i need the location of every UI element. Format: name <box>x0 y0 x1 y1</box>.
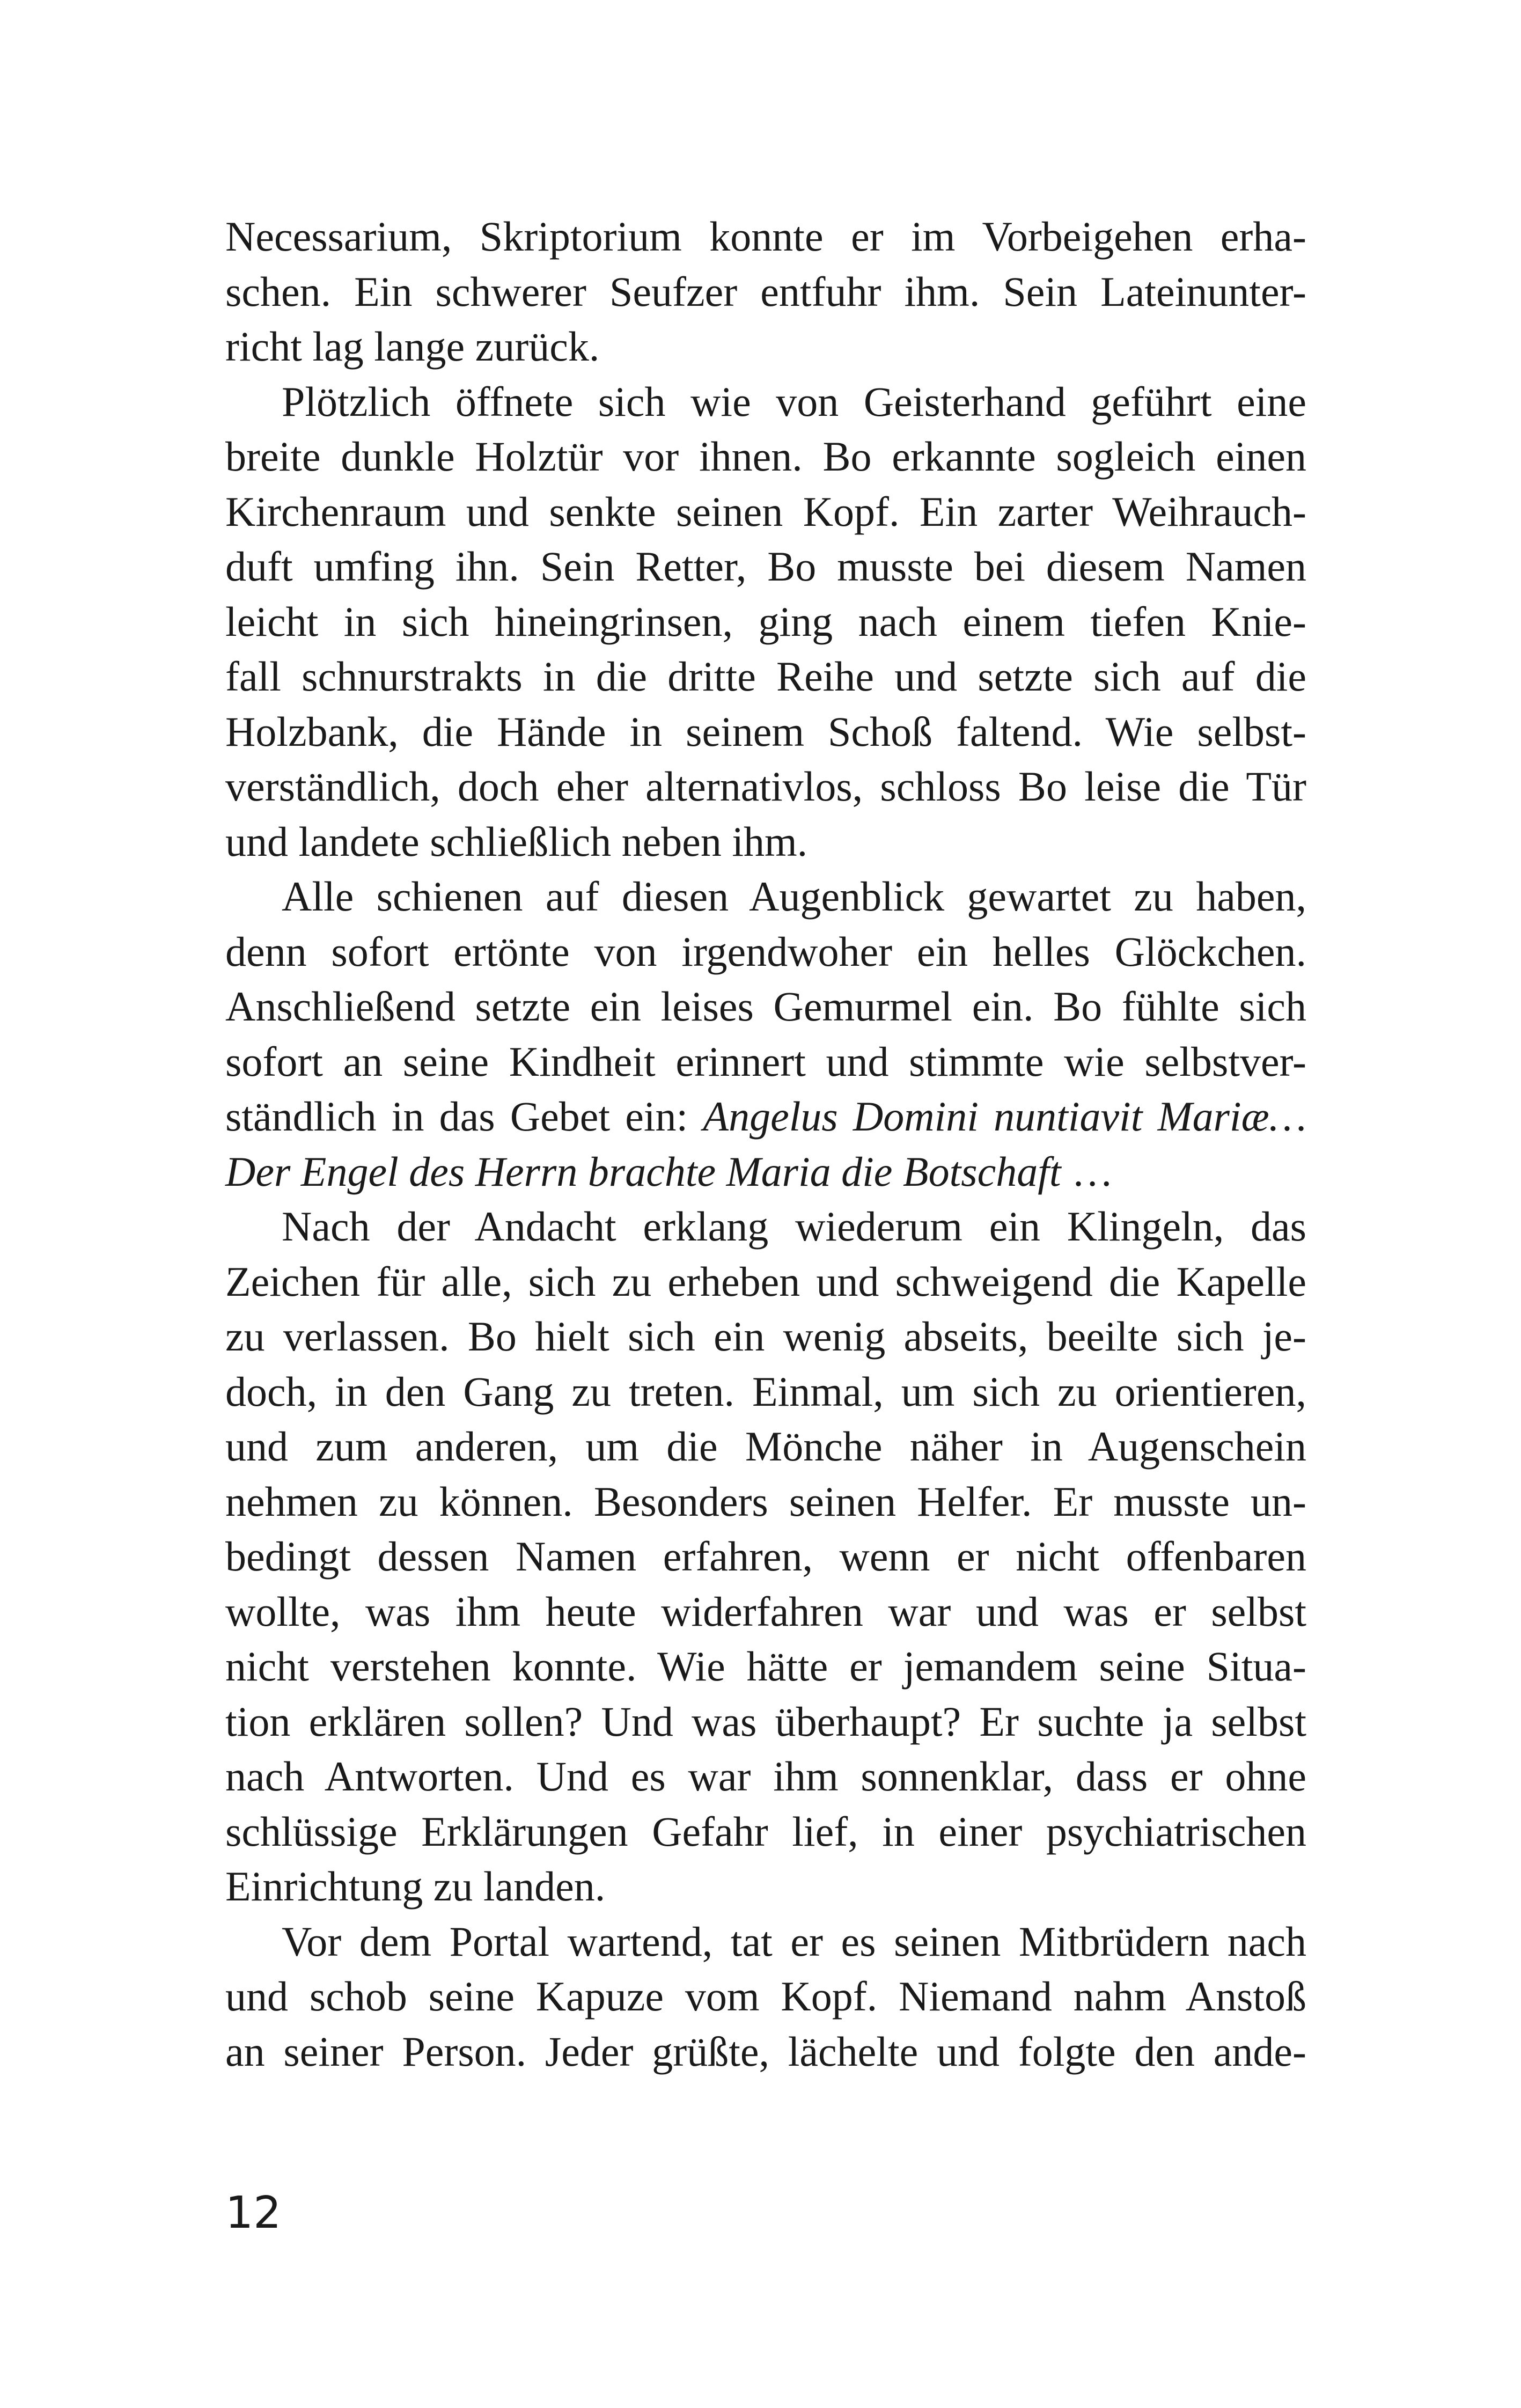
text-line: schen. Ein schwerer Seufzer entfuhr ihm. Sein Lateinunter- <box>225 268 1306 315</box>
paragraph-first-line: Nach der Andacht erklang wiederum ein Klingeln, das <box>282 1203 1306 1250</box>
text-line: und landete schließlich neben ihm. <box>225 818 808 865</box>
latin-quote: Angelus Domini nuntiavit Mariæ… <box>703 1093 1306 1140</box>
page-number: 12 <box>225 2187 282 2238</box>
text-line: und zum anderen, um die Mönche näher in Augenschein <box>225 1423 1306 1470</box>
german-quote: Der Engel des Herrn brachte Maria die Botschaft <box>225 1148 1061 1195</box>
text-line: Necessarium, Skriptorium konnte er im Vorbeigehen erha- <box>225 213 1306 260</box>
text-line: doch, in den Gang zu treten. Einmal, um sich zu orientieren, <box>225 1368 1306 1415</box>
text-line-with-quote <box>225 1144 1306 1200</box>
text-line-with-quote <box>225 1089 1306 1144</box>
text-line: nehmen zu können. Besonders seinen Helfer. Er musste un- <box>225 1478 1306 1525</box>
text-line: an seiner Person. Jeder grüßte, lächelte und folgte den ande- <box>225 2028 1306 2075</box>
text-line: denn sofort ertönte von irgendwoher ein helles Glöckchen. <box>225 928 1306 975</box>
text-line: bedingt dessen Namen erfahren, wenn er nicht offenbaren <box>225 1533 1306 1580</box>
body-text <box>225 209 1306 2079</box>
text-line: sofort an seine Kindheit erinnert und stimmte wie selbstver- <box>225 1038 1306 1085</box>
paragraph-first-line: Plötzlich öffnete sich wie von Geisterhand geführt eine <box>282 378 1306 425</box>
text-line: zu verlassen. Bo hielt sich ein wenig abseits, beeilte sich je- <box>225 1313 1306 1360</box>
text-line: wollte, was ihm heute widerfahren war und was er selbst <box>225 1588 1306 1635</box>
text-line: und schob seine Kapuze vom Kopf. Niemand nahm Anstoß <box>225 1973 1306 2020</box>
text-line: Einrichtung zu landen. <box>225 1863 606 1910</box>
text-line: nach Antworten. Und es war ihm sonnenklar, dass er ohne <box>225 1753 1306 1800</box>
text-line: richt lag lange zurück. <box>225 323 600 370</box>
text-line: nicht verstehen konnte. Wie hätte er jemandem seine Situa- <box>225 1643 1306 1690</box>
text-line: verständlich, doch eher alternativlos, schloss Bo leise die Tür <box>225 763 1306 810</box>
text-segment: ständlich in das Gebet ein: <box>225 1093 703 1140</box>
text-segment: … <box>1061 1148 1114 1195</box>
text-line: fall schnurstrakts in die dritte Reihe und setzte sich auf die <box>225 653 1306 700</box>
text-line: duft umfing ihn. Sein Retter, Bo musste bei diesem Namen <box>225 543 1306 590</box>
text-line: Kirchenraum und senkte seinen Kopf. Ein zarter Weihrauch- <box>225 488 1306 535</box>
text-line: leicht in sich hineingrinsen, ging nach einem tiefen Knie- <box>225 598 1306 645</box>
text-line: tion erklären sollen? Und was überhaupt? Er suchte ja selbst <box>225 1698 1306 1745</box>
text-line: Zeichen für alle, sich zu erheben und schweigend die Kapelle <box>225 1258 1306 1305</box>
paragraph-first-line: Alle schienen auf diesen Augenblick gewartet zu haben, <box>282 873 1306 920</box>
text-line: schlüssige Erklärungen Gefahr lief, in einer psychiatrischen <box>225 1808 1306 1855</box>
text-line: Anschließend setzte ein leises Gemurmel ein. Bo fühlte sich <box>225 983 1306 1030</box>
paragraph-first-line: Vor dem Portal wartend, tat er es seinen Mitbrüdern nach <box>282 1918 1306 1965</box>
text-line: Holzbank, die Hände in seinem Schoß faltend. Wie selbst- <box>225 708 1306 755</box>
text-line: breite dunkle Holztür vor ihnen. Bo erkannte sogleich einen <box>225 433 1306 480</box>
